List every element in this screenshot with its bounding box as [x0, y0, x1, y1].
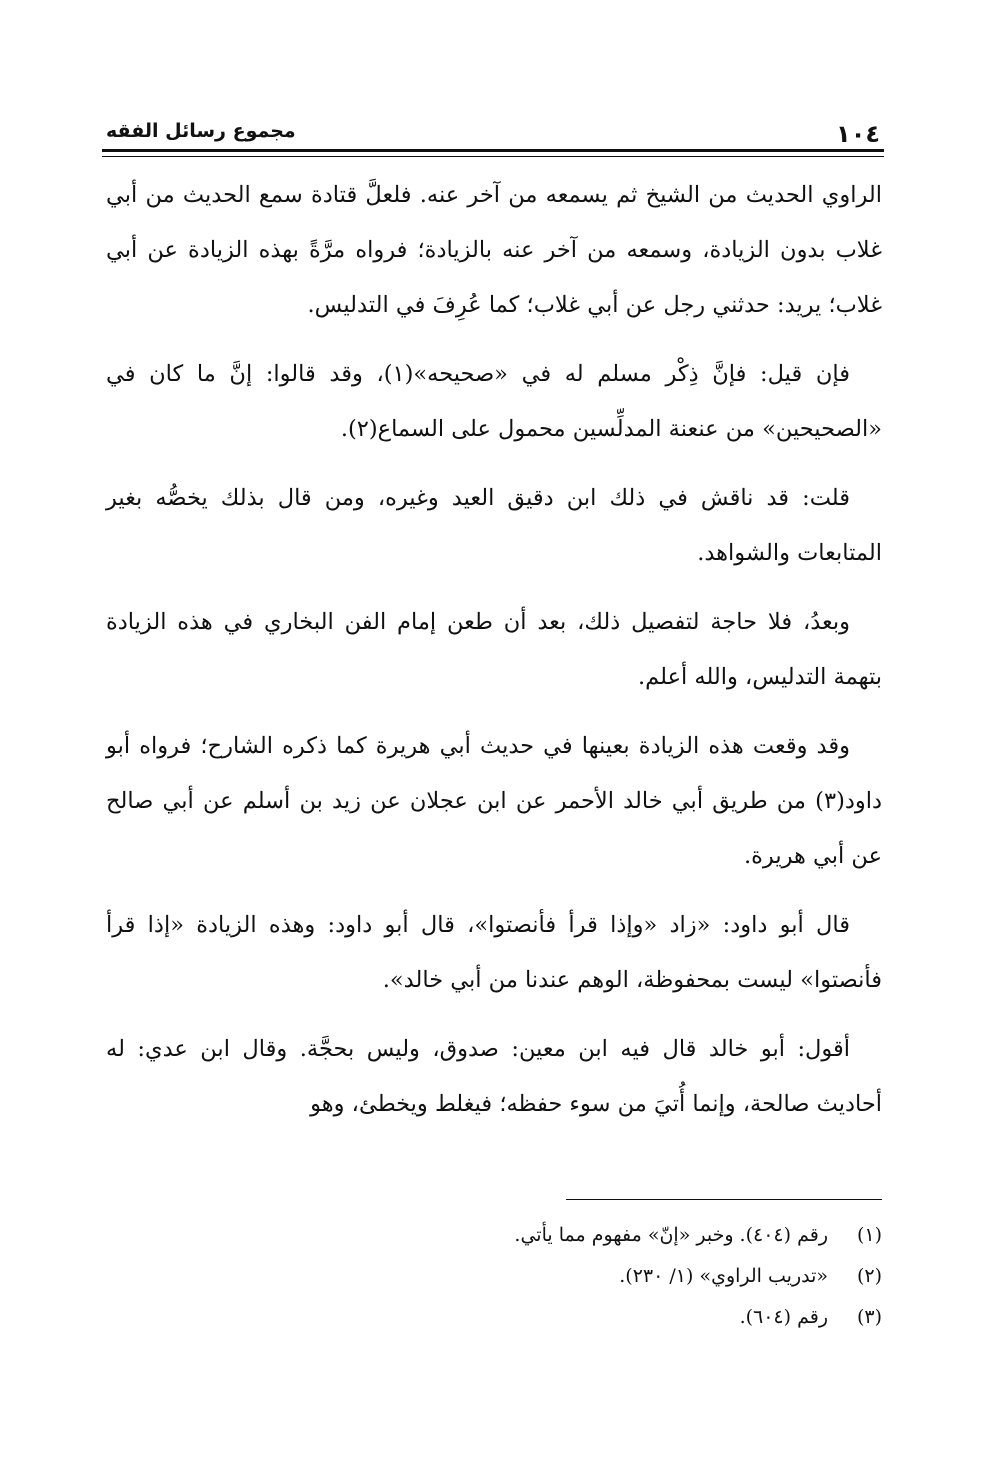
- footnote-text: «تدريب الراوي» (١/ ٢٣٠).: [619, 1265, 828, 1287]
- page-number: ١٠٤: [836, 120, 880, 148]
- header-rule-thin: [102, 156, 884, 157]
- footnote-rule: [566, 1199, 882, 1200]
- footnote-number: (٢): [856, 1265, 882, 1287]
- footnote-text: رقم (٦٠٤).: [739, 1306, 828, 1328]
- paragraph-3: قلت: قد ناقش في ذلك ابن دقيق العيد وغيره، ومن قال بذلك يخصُّه بغير المتابعات والشواهد.: [106, 485, 882, 566]
- footnote-1: [106, 1215, 882, 1256]
- footnotes: [106, 1215, 882, 1338]
- footnote-number: (٣): [856, 1306, 882, 1328]
- footnote-3: [106, 1297, 882, 1338]
- footnote-2: [106, 1256, 882, 1297]
- book-title: مجموع رسائل الفقه: [106, 120, 296, 142]
- paragraph-2: فإن قيل: فإنَّ ذِكْر مسلم له في «صحيحه»(١)، وقد قالوا: إنَّ ما كان في «الصحيحين» من عنعنة المدلِّسين محمول على السماع(٢).: [106, 361, 882, 442]
- footnote-number: (١): [856, 1224, 882, 1246]
- paragraph-1: الراوي الحديث من الشيخ ثم يسمعه من آخر عنه. فلعلَّ قتادة سمع الحديث من أبي غلاب بدون الزيادة، وسمعه من آخر عنه بالزيادة؛ فرواه مرَّةً بهذه الزيادة عن أبي غلاب؛ يريد: حدثني رجل عن أبي غلاب؛ كما عُرِفَ في التدليس.: [106, 182, 882, 318]
- page-header: [102, 118, 884, 152]
- paragraph-4: وبعدُ، فلا حاجة لتفصيل ذلك، بعد أن طعن إمام الفن البخاري في هذه الزيادة بتهمة التدليس، والله أعلم.: [106, 609, 882, 690]
- paragraph-7: أقول: أبو خالد قال فيه ابن معين: صدوق، وليس بحجَّة. وقال ابن عدي: له أحاديث صالحة، وإنما أُتيَ من سوء حفظه؛ فيغلط ويخطئ، وهو: [106, 1036, 882, 1117]
- header-rule: [102, 149, 884, 152]
- paragraph-5: وقد وقعت هذه الزيادة بعينها في حديث أبي هريرة كما ذكره الشارح؛ فرواه أبو داود(٣) من طريق أبي خالد الأحمر عن ابن عجلان عن زيد بن أسلم عن أبي صالح عن أبي هريرة.: [106, 733, 882, 869]
- footnote-text: رقم (٤٠٤). وخبر «إنّ» مفهوم مما يأتي.: [514, 1224, 828, 1246]
- paragraph-6: قال أبو داود: «زاد «وإذا قرأ فأنصتوا»، قال أبو داود: وهذه الزيادة «إذا قرأ فأنصتوا» ليست بمحفوظة، الوهم عندنا من أبي خالد».: [106, 912, 882, 993]
- body-text: [106, 168, 882, 1146]
